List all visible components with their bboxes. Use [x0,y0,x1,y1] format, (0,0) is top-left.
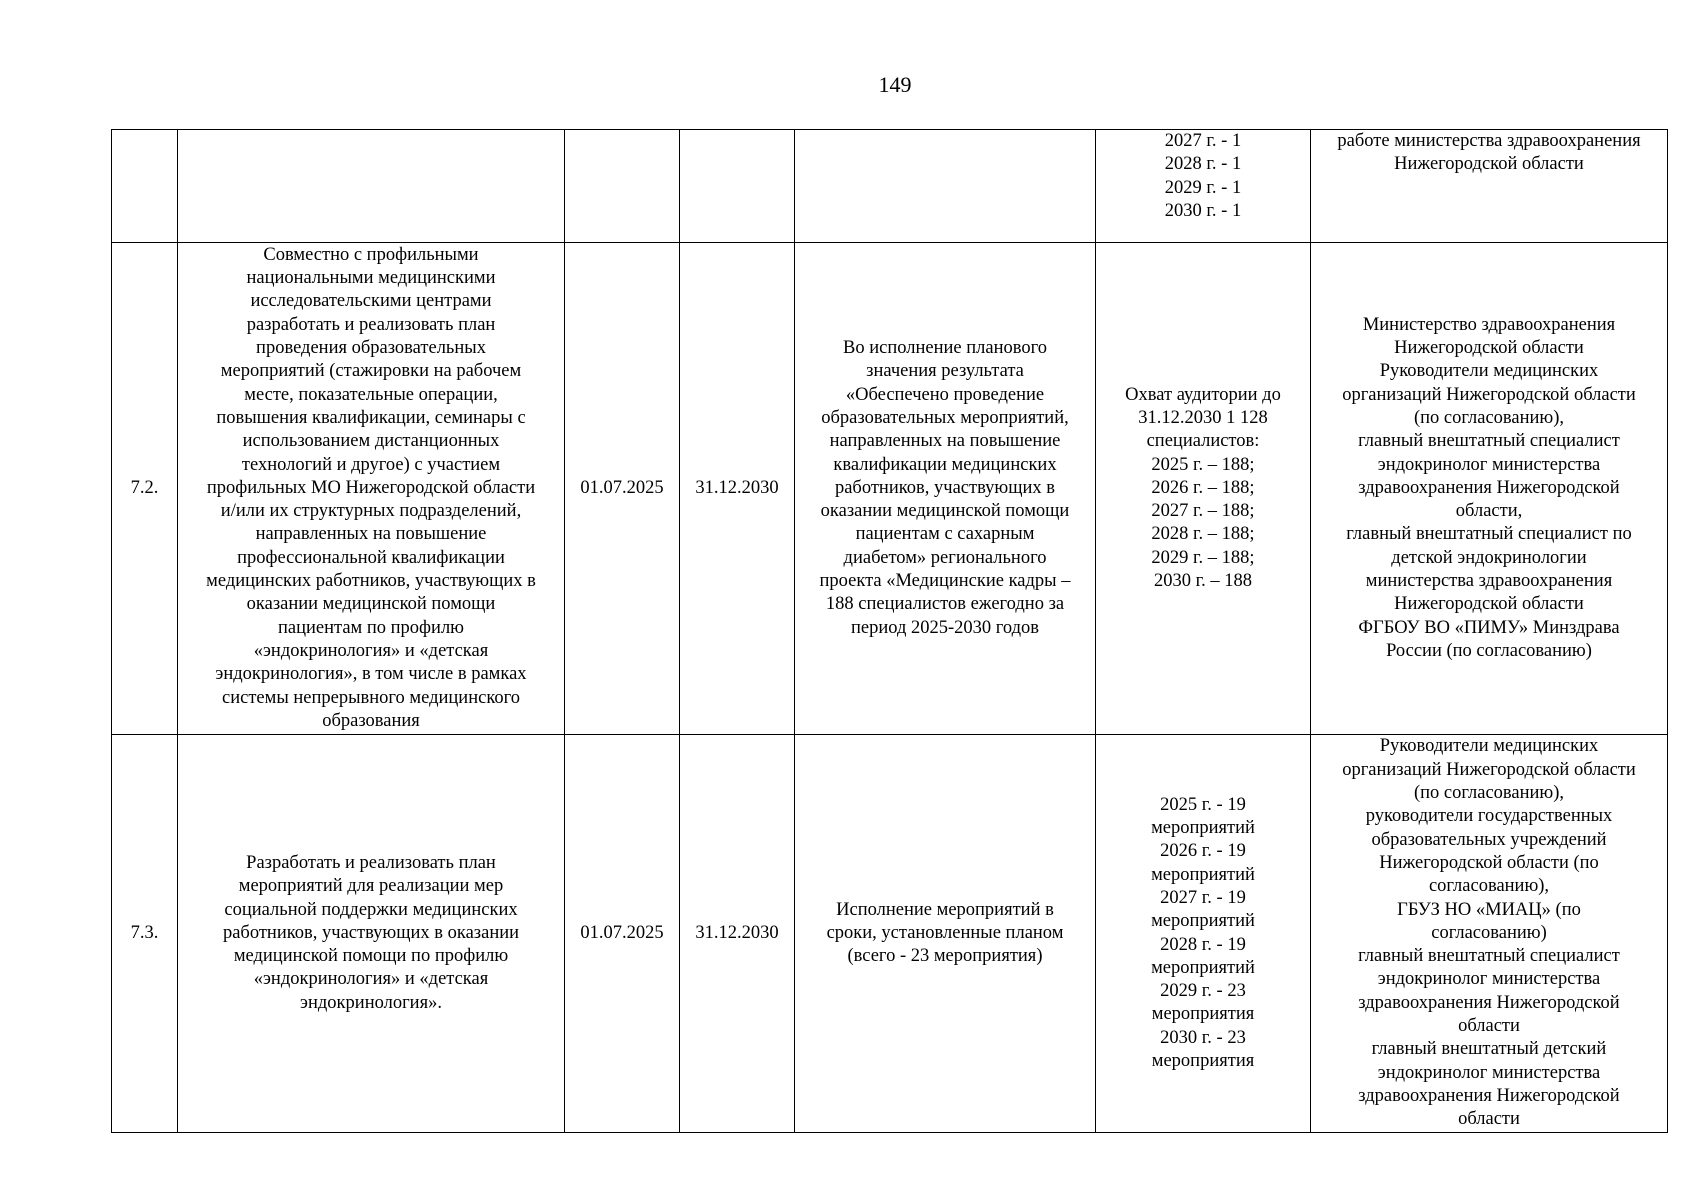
activity-line: проведения образовательных [256,338,486,359]
result-line: значения результата [866,361,1024,382]
activity-line: медицинской помощи по профилю [233,946,509,967]
activity-line: профильных МО Нижегородской области [206,477,536,498]
result-line: Во исполнение планового [843,338,1047,359]
activity-line: Разработать и реализовать план [246,852,496,873]
result-line: диабетом» регионального [843,547,1047,568]
responsible-line: согласованию) [1431,922,1547,943]
indicator-line: 2026 г. – 188; [1151,477,1255,498]
activity-line: мероприятий для реализации мер [238,876,504,897]
result-cell [795,243,1096,735]
responsible-line: здравоохранения Нижегородской [1358,992,1620,1013]
responsible-line: Министерство здравоохранения [1362,314,1616,335]
activity-line: работников, участвующих в оказании [222,922,520,943]
activity-line: повышения квалификации, семинары с [216,407,526,428]
result-cell [795,735,1096,1133]
result-line: направленных на повышение [829,431,1061,452]
activity-line: медицинских работников, участвующих в [206,571,536,592]
result-line: «Обеспечено проведение [845,384,1045,405]
result-line: Исполнение мероприятий в [836,899,1054,920]
responsible-line: Нижегородской области (по [1379,852,1599,873]
responsible-cell [1311,130,1668,243]
number-cell: 7.3. [112,735,178,1133]
indicator-line: мероприятий [1151,957,1255,978]
indicator-cell [1096,130,1311,243]
responsible-line: руководители государственных [1365,806,1613,827]
result-cell [795,130,1096,243]
responsible-line: согласованию), [1428,876,1550,897]
start-date-cell: 01.07.2025 [565,243,680,735]
activity-line: социальной поддержки медицинских [224,899,518,920]
responsible-line: области, [1455,501,1523,522]
result-line: (всего - 23 мероприятия) [847,946,1043,967]
indicator-line: 2027 г. - 19 [1160,887,1246,908]
end-date-cell [680,130,795,243]
activity-line: «эндокринология» и «детская [253,969,489,990]
indicator-line: 2030 г. - 1 [1164,200,1242,221]
activity-cell [178,130,565,243]
number-cell: 7.2. [112,243,178,735]
result-line: работников, участвующих в [834,477,1056,498]
responsible-line: главный внештатный детский [1371,1039,1607,1060]
result-line: оказании медицинской помощи [820,501,1070,522]
responsible-line: главный внештатный специалист [1358,431,1620,452]
measures-table [111,129,1668,1133]
activity-line: эндокринология». [300,992,442,1013]
responsible-line: организаций Нижегородской области [1342,384,1636,405]
table-row [112,735,1668,1133]
responsible-line: работе министерства здравоохранения [1337,131,1641,151]
page-number: 149 [878,72,912,97]
result-line: период 2025-2030 годов [850,617,1040,638]
responsible-line: ФГБОУ ВО «ПИМУ» Минздрава [1358,617,1620,638]
responsible-line: здравоохранения Нижегородской [1358,477,1620,498]
responsible-line: организаций Нижегородской области [1342,759,1636,780]
indicator-line: 2027 г. - 1 [1164,131,1242,151]
responsible-line: области [1458,1016,1520,1037]
responsible-line: Руководители медицинских [1379,361,1599,382]
responsible-line: Нижегородской области [1394,338,1584,359]
indicator-line: 2030 г. – 188 [1153,571,1252,592]
indicator-line: 2029 г. - 23 [1160,981,1246,1002]
responsible-line: здравоохранения Нижегородской [1358,1085,1620,1106]
result-line: пациентам с сахарным [855,524,1035,545]
responsible-cell [1311,243,1668,735]
activity-line: использованием дистанционных [242,431,500,452]
result-line: 188 специалистов ежегодно за [825,594,1065,615]
responsible-line: Руководители медицинских [1379,736,1599,757]
responsible-line: (по согласованию), [1413,783,1565,804]
activity-line: национальными медицинскими [246,268,496,289]
activity-line: эндокринология», в том числе в рамках [215,664,527,685]
responsible-line: эндокринолог министерства [1377,1062,1601,1083]
indicator-line: мероприятия [1151,1050,1255,1071]
indicator-line: мероприятий [1151,864,1255,885]
activity-line: оказании медицинской помощи [246,594,496,615]
result-line: проекта «Медицинские кадры – [819,571,1071,592]
activity-cell [178,243,565,735]
table-row [112,243,1668,735]
result-line: образовательных мероприятий, [821,407,1069,428]
activity-line: пациентам по профилю [278,617,464,638]
responsible-cell [1311,735,1668,1133]
result-line: сроки, установленные планом [826,922,1064,943]
responsible-line: Нижегородской области [1394,154,1584,175]
activity-line: «эндокринология» и «детская [253,640,489,661]
activity-line: профессиональной квалификации [237,547,505,568]
activity-cell [178,735,565,1133]
responsible-line: главный внештатный специалист [1358,946,1620,967]
indicator-line: 2028 г. - 19 [1160,934,1246,955]
activity-line: направленных на повышение [255,524,487,545]
indicator-cell [1096,243,1311,735]
indicator-line: 2025 г. – 188; [1151,454,1255,475]
responsible-line: (по согласованию), [1413,407,1565,428]
responsible-line: эндокринолог министерства [1377,969,1601,990]
responsible-line: детской эндокринологии [1391,547,1587,568]
indicator-line: 2028 г. - 1 [1164,154,1242,175]
activity-line: системы непрерывного медицинского [222,687,520,708]
indicator-line: мероприятия [1151,1004,1255,1025]
activity-line: разработать и реализовать план [246,314,496,335]
indicator-line: 2027 г. – 188; [1151,501,1255,522]
responsible-line: России (по согласованию) [1386,640,1592,661]
indicator-line: мероприятий [1151,818,1255,839]
end-date-cell: 31.12.2030 [680,243,795,735]
responsible-line: Нижегородской области [1394,594,1584,615]
indicator-line: Охват аудитории до [1125,384,1281,405]
indicator-line: 2026 г. - 19 [1160,841,1246,862]
activity-line: образования [322,710,420,731]
activity-line: и/или их структурных подразделений, [220,501,522,522]
responsible-line: главный внештатный специалист по [1346,524,1632,545]
table-row [112,130,1668,243]
indicator-line: 2029 г. – 188; [1151,547,1255,568]
responsible-line: эндокринолог министерства [1377,454,1601,475]
activity-line: мероприятий (стажировки на рабочем [220,361,522,382]
indicator-line: 31.12.2030 1 128 [1138,407,1268,428]
responsible-line: ГБУЗ НО «МИАЦ» (по [1397,899,1581,920]
responsible-line: области [1458,1109,1520,1130]
responsible-line: образовательных учреждений [1371,829,1607,850]
responsible-line: министерства здравоохранения [1365,571,1613,592]
indicator-line: 2030 г. - 23 [1160,1027,1246,1048]
activity-line: исследовательскими центрами [250,291,492,312]
activity-line: Совместно с профильными [263,244,479,265]
end-date-cell: 31.12.2030 [680,735,795,1133]
indicator-line: 2028 г. – 188; [1151,524,1255,545]
indicator-cell [1096,735,1311,1133]
indicator-line: 2025 г. - 19 [1160,794,1246,815]
indicator-line: 2029 г. - 1 [1164,177,1242,198]
result-line: квалификации медицинских [833,454,1057,475]
number-cell [112,130,178,243]
activity-line: месте, показательные операции, [244,384,498,405]
activity-line: технологий и другое) с участием [241,454,501,475]
indicator-line: специалистов: [1146,431,1260,452]
indicator-line: мероприятий [1151,911,1255,932]
start-date-cell [565,130,680,243]
start-date-cell: 01.07.2025 [565,735,680,1133]
